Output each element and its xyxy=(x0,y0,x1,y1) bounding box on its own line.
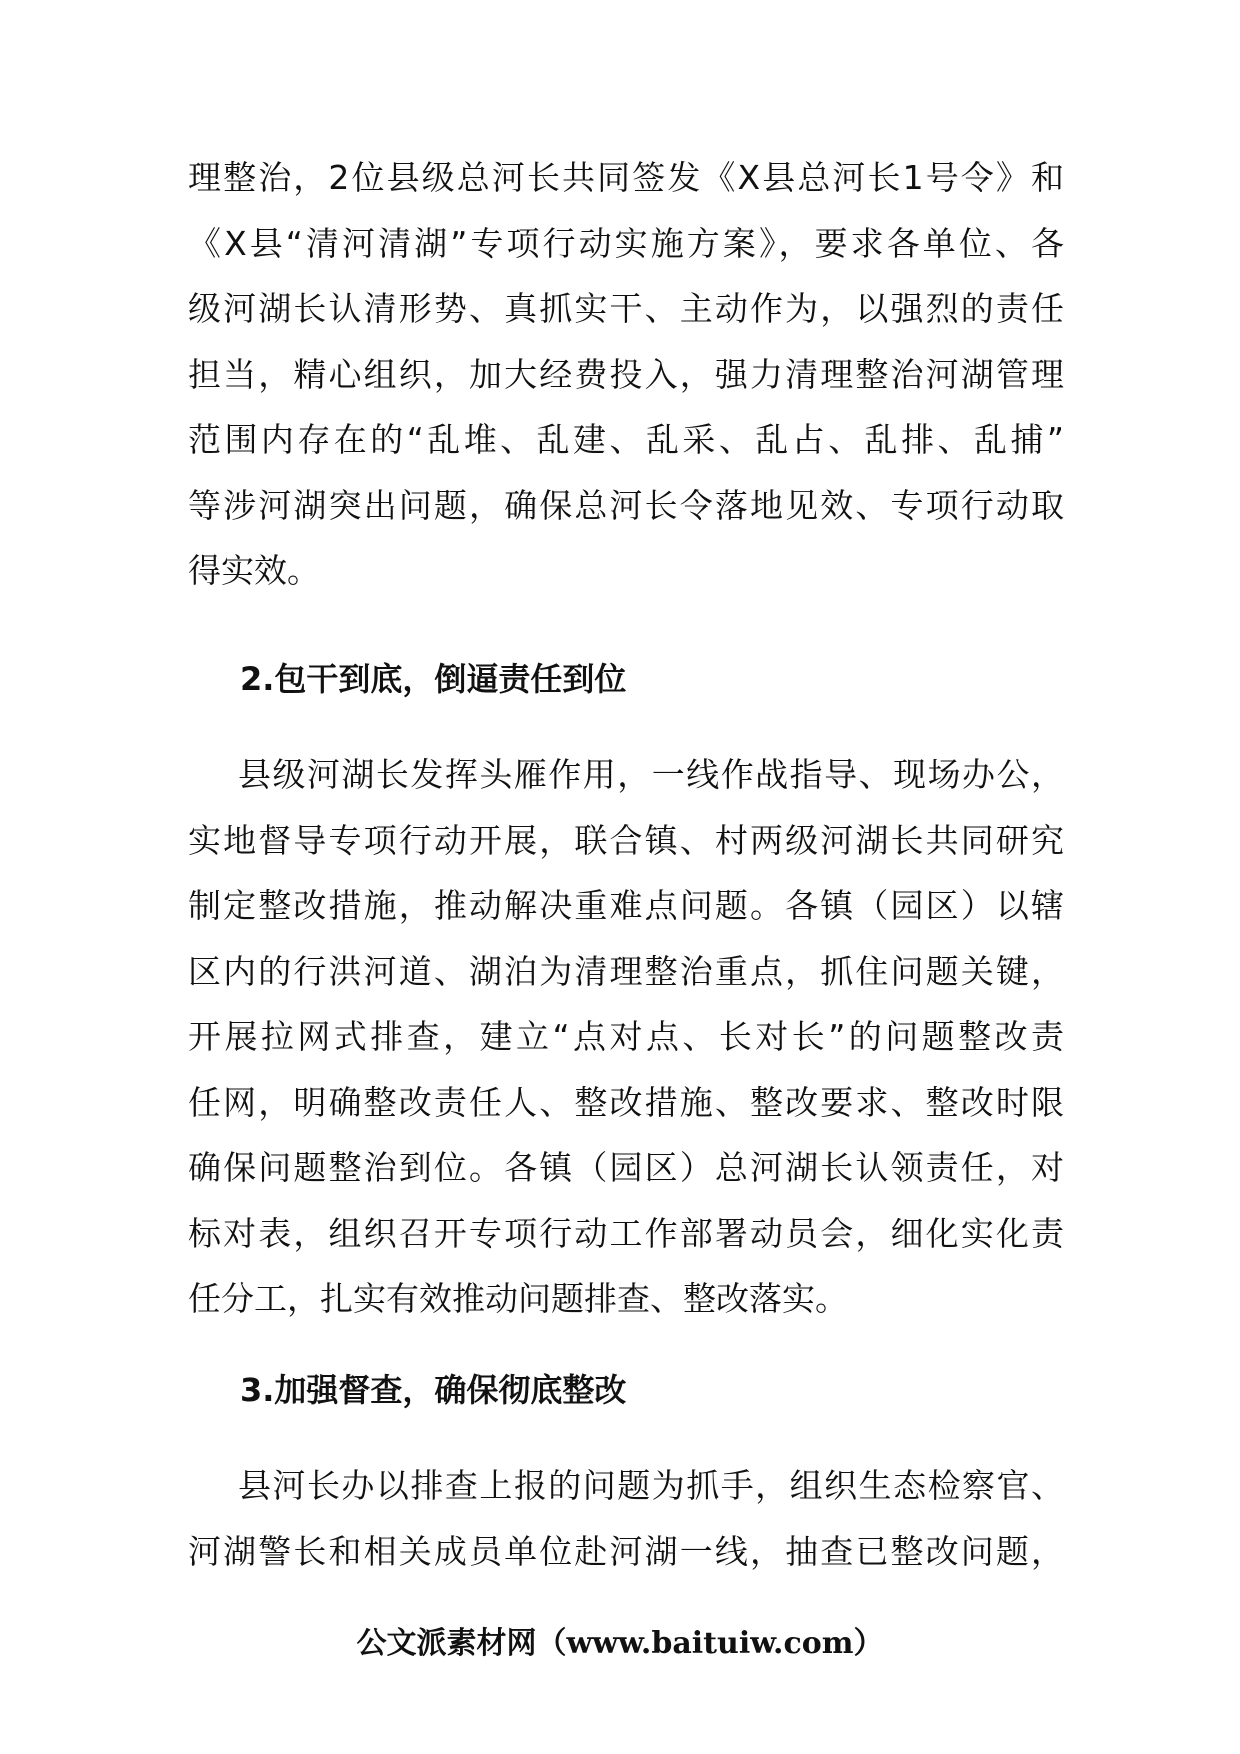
section-heading-3: 3.加强督查，确保彻底整改 xyxy=(240,1371,627,1409)
paragraph-line: 标对表，组织召开专项行动工作部署动员会，细化实化责 xyxy=(188,1213,1064,1253)
paragraph-line: 县河长办以排查上报的问题为抓手，组织生态检察官、 xyxy=(238,1466,1064,1505)
paragraph-line: 任网，明确整改责任人、整改措施、整改要求、整改时限 xyxy=(188,1082,1064,1122)
paragraph-line: 开展拉网式排查，建立“点对点、长对长”的问题整改责 xyxy=(188,1017,1064,1056)
paragraph-line: 制定整改措施，推动解决重难点问题。各镇（园区）以辖 xyxy=(188,886,1064,925)
paragraph-line: 县级河湖长发挥头雁作用，一线作战指导、现场办公， xyxy=(238,755,1064,794)
footer-watermark: 公文派素材网（www.baituiw.com） xyxy=(356,1626,884,1661)
paragraph-line: 区内的行洪河道、湖泊为清理整治重点，抓住问题关键， xyxy=(188,951,1064,991)
paragraph-line: 任分工，扎实有效推动问题排查、整改落实。 xyxy=(188,1279,848,1318)
paragraph-line: 范围内存在的“乱堆、乱建、乱采、乱占、乱排、乱捕” xyxy=(188,420,1064,459)
paragraph-2 xyxy=(188,742,1064,1332)
paragraph-line: 《X县“清河清湖”专项行动实施方案》，要求各单位、各 xyxy=(188,223,1064,263)
paragraph-line: 等涉河湖突出问题，确保总河长令落地见效、专项行动取 xyxy=(188,485,1064,525)
paragraph-line: 担当，精心组织，加大经费投入，强力清理整治河湖管理 xyxy=(188,354,1064,394)
paragraph-line: 实地督导专项行动开展，联合镇、村两级河湖长共同研究 xyxy=(188,820,1064,860)
section-heading-2: 2.包干到底，倒逼责任到位 xyxy=(240,660,627,698)
paragraph-line: 河湖警长和相关成员单位赴河湖一线，抽查已整改问题， xyxy=(188,1531,1064,1571)
paragraph-1 xyxy=(188,145,1064,604)
paragraph-line: 理整治，2位县级总河长共同签发《X县总河长1号令》和 xyxy=(188,158,1064,197)
paragraph-line: 确保问题整治到位。各镇（园区）总河湖长认领责任，对 xyxy=(188,1148,1064,1187)
paragraph-3 xyxy=(188,1453,1064,1584)
paragraph-line: 级河湖长认清形势、真抓实干、主动作为，以强烈的责任 xyxy=(188,289,1064,328)
paragraph-line: 得实效。 xyxy=(188,551,320,590)
